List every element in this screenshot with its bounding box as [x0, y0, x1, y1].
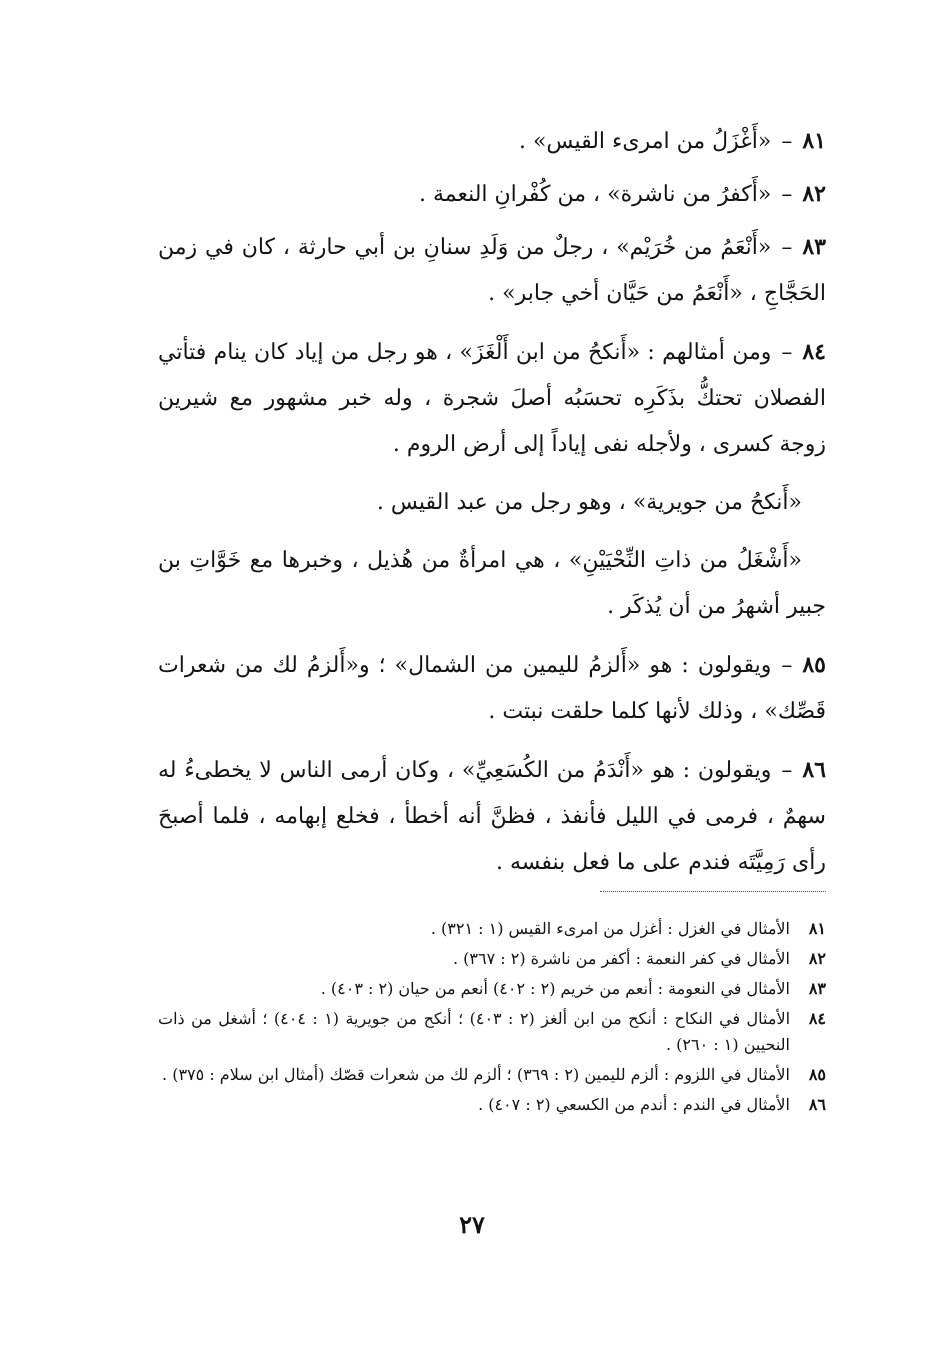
entry-86 [158, 747, 826, 886]
entry-dash: – [781, 182, 793, 207]
entry-dash: – [781, 758, 793, 783]
entry-text: «أَنكحُ من جويرية» ، وهو رجل من عبد القيس . [376, 490, 802, 515]
entry-number: ٨٦ [802, 757, 826, 783]
footnote-81 [158, 916, 826, 942]
footnote-number: ٨٣ [808, 979, 826, 998]
entry-number: ٨٤ [802, 339, 826, 365]
entry-text: ويقولون : هو «أَنْدَمُ من الكُسَعِيِّ» ، وكان أرمى الناس لا يخطىءُ له سهمٌ ، فرمى في الليل فأنفذ ، فظنَّ أنه أخطأ ، فخلع إبهامه ، فلما أصبحَ رأى رَمِيَّتَه فندم على ما فعل بنفسه . [158, 758, 826, 875]
entry-text: «أَغْزَلُ من امرىء القيس» . [518, 129, 772, 154]
entry-text: «أَكفرُ من ناشرة» ، من كُفْرانِ النعمة . [418, 182, 772, 207]
entry-82 [158, 171, 826, 218]
entry-85 [158, 642, 826, 735]
footnote-number: ٨١ [808, 919, 826, 938]
entry-81 [158, 118, 826, 165]
footnote-number: ٨٦ [808, 1095, 826, 1114]
entry-text: ومن أمثالهم : «أَنكحُ من ابن أَلْغَزَ» ، هو رجل من إياد كان ينام فتأتي الفصلان تحتكُّ بذَكَرِه تحسَبُه أصلَ شجرة ، وله خبر مشهور مع شيرين زوجة كسرى ، ولأجله نفى إياداً إلى أرض الروم . [158, 340, 826, 457]
footnote-85 [158, 1062, 826, 1088]
footnote-text: الأمثال في النعومة : أنعم من خريم (٢ : ٤٠٢) أنعم من حيان (٢ : ٤٠٣) . [320, 979, 790, 998]
footnote-84 [158, 1006, 826, 1058]
entry-dash: – [781, 235, 793, 260]
footnote-86 [158, 1092, 826, 1118]
footnote-text: الأمثال في الندم : أندم من الكسعي (٢ : ٤٠٧) . [478, 1095, 790, 1114]
entry-text: «أَشْغَلُ من ذاتِ النِّحْيَيْنِ» ، هي امرأةٌ من هُذيل ، وخبرها مع خَوَّاتِ بن جبير أشهرُ من أن يُذكَر . [158, 548, 826, 619]
footnote-text: الأمثال في النكاح : أنكح من ابن ألغز (٢ : ٤٠٣) ؛ أنكح من جويرية (١ : ٤٠٤) ؛ أشغل من ذات النحيين (١ : ٢٦٠) . [158, 1009, 791, 1054]
footnotes [158, 916, 826, 1122]
footnote-text: الأمثال في اللزوم : ألزم لليمين (٢ : ٣٦٩) ؛ ألزم لك من شعرات قصّك (أمثال ابن سلام : ٣٧٥) . [162, 1065, 790, 1084]
footnote-text: الأمثال في الغزل : أغزل من امرىء القيس (١ : ٣٢١) . [430, 919, 790, 938]
main-text [158, 118, 826, 892]
entry-number: ٨٣ [802, 234, 826, 260]
footnote-number: ٨٥ [808, 1065, 826, 1084]
entry-number: ٨٢ [802, 181, 826, 207]
entry-84-continued-2 [158, 538, 826, 630]
entry-number: ٨١ [802, 128, 826, 154]
footnote-83 [158, 976, 826, 1002]
page-number: ٢٧ [459, 1210, 485, 1239]
footnote-divider [600, 891, 826, 892]
footnote-text: الأمثال في كفر النعمة : أكفر من ناشرة (٢ : ٣٦٧) . [452, 949, 790, 968]
footnote-82 [158, 946, 826, 972]
footnote-number: ٨٢ [808, 949, 826, 968]
entry-text: ويقولون : هو «أَلزمُ لليمين من الشمال» ؛ و«أَلزمُ لك من شعرات قَصِّك» ، وذلك لأنها كلما حلقت نبتت . [158, 653, 826, 724]
entry-84-continued-1 [158, 480, 826, 526]
entry-dash: – [781, 653, 793, 678]
entry-dash: – [781, 129, 793, 154]
entry-83 [158, 224, 826, 317]
entry-dash: – [781, 340, 793, 365]
entry-84 [158, 329, 826, 468]
footnote-number: ٨٤ [808, 1009, 826, 1028]
entry-number: ٨٥ [802, 652, 826, 678]
entry-text: «أَنْعَمُ من خُرَيْم» ، رجلٌ من وَلَدِ سنانِ بن أبي حارثة ، كان في زمن الحَجَّاجِ ، «أَنْعَمُ من حَيَّان أخي جابر» . [158, 235, 826, 306]
